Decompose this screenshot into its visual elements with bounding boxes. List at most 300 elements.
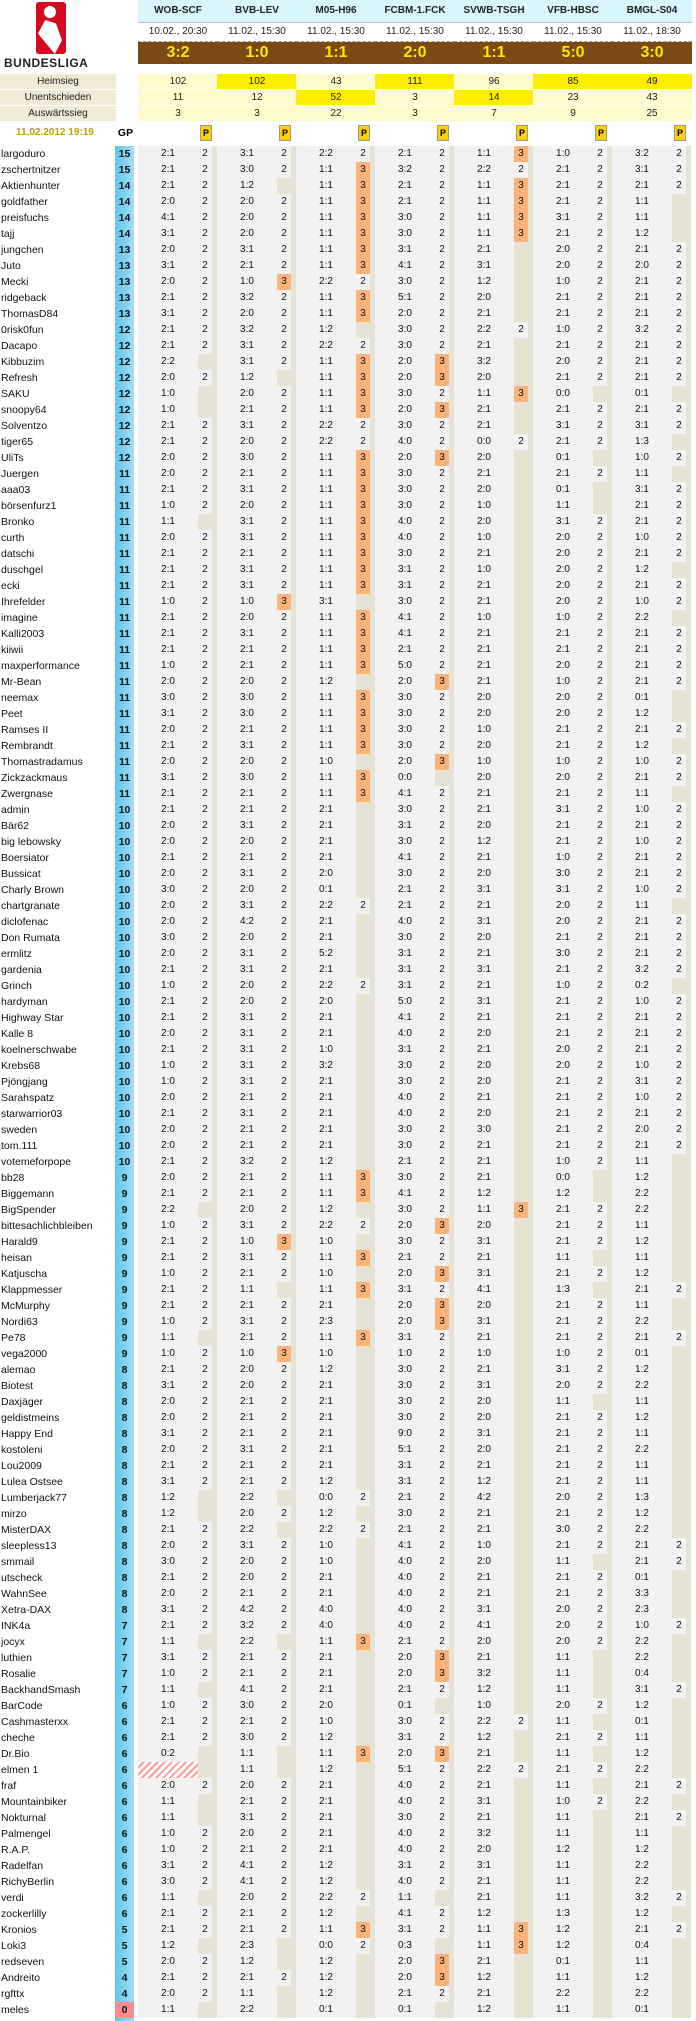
player-name[interactable]: geldistmeins	[1, 1412, 60, 1424]
player-name[interactable]: Aktienhunter	[1, 180, 60, 192]
player-name[interactable]: elmen 1	[1, 1764, 39, 1776]
tip-value: 2:1	[138, 546, 198, 562]
tip-points	[514, 1042, 528, 1058]
player-name[interactable]: maxperformance	[1, 660, 80, 672]
player-name[interactable]: Nordi63	[1, 1316, 38, 1328]
player-name[interactable]: utscheck	[1, 1572, 43, 1584]
tip-points: 2	[356, 1522, 370, 1538]
player-name[interactable]: Zickzackmaus	[1, 772, 68, 784]
tip-points	[198, 1762, 212, 1778]
match-header[interactable]	[454, 0, 534, 64]
player-name[interactable]: rgfttx	[1, 1988, 25, 2000]
player-name[interactable]: Kibbuzim	[1, 356, 45, 368]
tip-points	[514, 1634, 528, 1650]
tip-points: 3	[356, 626, 370, 642]
player-name[interactable]: Boersiator	[1, 852, 49, 864]
tip-value: 2:0	[454, 738, 514, 754]
column-separator	[686, 1058, 691, 1074]
player-name[interactable]: Bussicat	[1, 868, 41, 880]
tip-value: 1:1	[296, 258, 356, 274]
player-name[interactable]: hardyman	[1, 996, 48, 1008]
player-name[interactable]: kostoleni	[1, 1444, 43, 1456]
tip-value: 3:1	[217, 1026, 277, 1042]
match-header[interactable]	[533, 0, 613, 64]
player-name[interactable]: Refresh	[1, 372, 38, 384]
player-name[interactable]: Kalle 8	[1, 1028, 34, 1040]
player-name[interactable]: Mr-Bean	[1, 676, 42, 688]
tip-value: 3:0	[217, 162, 277, 178]
table-row	[0, 754, 696, 770]
tip-value: 2:0	[533, 1058, 593, 1074]
tip-points: 3	[514, 1922, 528, 1938]
tip-points: 2	[435, 850, 449, 866]
player-name[interactable]: verdi	[1, 1892, 24, 1904]
tip-value: 2:1	[533, 1106, 593, 1122]
tip-value: 2:1	[454, 1778, 514, 1794]
player-name[interactable]: Dr.Bio	[1, 1748, 30, 1760]
tip-value: 2:1	[454, 402, 514, 418]
player-name[interactable]: tom.111	[1, 1140, 38, 1152]
player-name[interactable]: ridgeback	[1, 292, 47, 304]
player-name[interactable]: INK4a	[1, 1620, 31, 1632]
table-row	[0, 1042, 696, 1058]
tip-value: 3:1	[217, 818, 277, 834]
player-name[interactable]: Biotest	[1, 1380, 34, 1392]
tip-value: 2:1	[138, 1922, 198, 1938]
player-name[interactable]: Harald9	[1, 1236, 38, 1248]
tip-value: 2:1	[612, 1554, 672, 1570]
player-name[interactable]: koelnerschwabe	[1, 1044, 77, 1056]
player-name[interactable]: preisfuchs	[1, 212, 49, 224]
tip-value: 1:1	[296, 354, 356, 370]
player-name[interactable]: redseven	[1, 1956, 45, 1968]
match-header[interactable]	[217, 0, 297, 64]
tip-points	[672, 1570, 686, 1586]
tip-value: 1:3	[612, 434, 672, 450]
column-separator	[686, 1618, 691, 1634]
player-name[interactable]: ermlitz	[1, 948, 32, 960]
tip-points: 3	[514, 1202, 528, 1218]
player-name[interactable]: gardenia	[1, 964, 42, 976]
player-points: 7	[121, 1652, 128, 1664]
tip-value: 2:1	[612, 1282, 672, 1298]
tip-points: 2	[198, 1426, 212, 1442]
tip-points	[514, 514, 528, 530]
player-name[interactable]: Grinch	[1, 980, 32, 992]
player-name[interactable]: Rosalie	[1, 1668, 37, 1680]
player-name[interactable]: Palmengel	[1, 1828, 51, 1840]
player-name[interactable]: Lou2009	[1, 1460, 42, 1472]
tip-points: 2	[435, 738, 449, 754]
column-separator	[686, 930, 691, 946]
player-points: 8	[121, 1492, 128, 1504]
player-name[interactable]: Mountainbiker	[1, 1796, 67, 1808]
tip-value: 3:0	[375, 1714, 435, 1730]
tip-points: 2	[277, 1410, 291, 1426]
tip-points: 2	[277, 1458, 291, 1474]
tip-value: 1:1	[454, 1202, 514, 1218]
player-name[interactable]: duschgel	[1, 564, 44, 576]
tip-points: 2	[672, 338, 686, 354]
player-name[interactable]: ThomasD84	[1, 308, 59, 320]
player-name[interactable]: snoopy64	[1, 404, 47, 416]
player-name[interactable]: sleepless13	[1, 1540, 57, 1552]
player-name[interactable]: jocyx	[1, 1636, 25, 1648]
player-name[interactable]: meles	[1, 2004, 30, 2016]
player-name[interactable]: cheche	[1, 1732, 35, 1744]
player-points: 6	[121, 1892, 128, 1904]
tip-value: 2:2	[296, 338, 356, 354]
tip-value: 2:0	[217, 386, 277, 402]
player-name[interactable]: Bronko	[1, 516, 35, 528]
tip-value: 1:2	[612, 1842, 672, 1858]
match-name[interactable]: BMGL-S04	[612, 0, 692, 23]
tip-value: 3:0	[375, 594, 435, 610]
player-name[interactable]: mirzo	[1, 1508, 27, 1520]
tip-value: 2:1	[375, 1986, 435, 2002]
player-name[interactable]: Krebs68	[1, 1060, 41, 1072]
tip-value: 2:2	[612, 1874, 672, 1890]
player-name[interactable]: imagine	[1, 612, 38, 624]
column-separator	[686, 530, 691, 546]
player-name[interactable]: neemax	[1, 692, 39, 704]
tip-points: 2	[672, 354, 686, 370]
tip-value: 2:0	[454, 1442, 514, 1458]
tip-value: 2:0	[138, 1442, 198, 1458]
player-name[interactable]: luthien	[1, 1652, 32, 1664]
tip-points	[514, 1090, 528, 1106]
player-name[interactable]: Juto	[1, 260, 21, 272]
player-name[interactable]: Pjöngjang	[1, 1076, 48, 1088]
match-name[interactable]: SVWB-TSGH	[454, 0, 534, 23]
tip-points: 2	[277, 1154, 291, 1170]
match-header[interactable]	[612, 0, 692, 64]
tip-points	[514, 290, 528, 306]
tip-value: 3:1	[217, 626, 277, 642]
player-name[interactable]: Sarahspatz	[1, 1092, 55, 1104]
tip-value: 2:0	[138, 1394, 198, 1410]
tip-value: 2:1	[217, 1170, 277, 1186]
player-name[interactable]: Biggemann	[1, 1188, 55, 1200]
tip-points	[514, 1778, 528, 1794]
player-points: 9	[121, 1332, 128, 1344]
tip-points	[356, 1058, 370, 1074]
tip-value: 1:1	[454, 226, 514, 242]
tip-value: 2:1	[138, 738, 198, 754]
player-name[interactable]: Lulea Ostsee	[1, 1476, 63, 1488]
tip-points	[672, 1394, 686, 1410]
player-name[interactable]: Lumberjack77	[1, 1492, 67, 1504]
player-points: 13	[118, 244, 131, 256]
tip-value: 2:1	[217, 850, 277, 866]
tip-value: 1:0	[533, 754, 593, 770]
player-name[interactable]: Nokturnal	[1, 1812, 46, 1824]
player-name[interactable]: zschertnitzer	[1, 164, 61, 176]
tip-value: 2:0	[217, 930, 277, 946]
tip-value: 2:1	[217, 1714, 277, 1730]
tip-points	[672, 210, 686, 226]
tip-value: 3:1	[138, 1426, 198, 1442]
tip-points: 2	[672, 834, 686, 850]
tip-points: 3	[356, 738, 370, 754]
tip-points	[356, 1234, 370, 1250]
player-name[interactable]: BackhandSmash	[1, 1684, 81, 1696]
tip-value: 3:0	[375, 546, 435, 562]
player-name[interactable]: diclofenac	[1, 916, 49, 928]
tip-points: 3	[277, 594, 291, 610]
player-name[interactable]: bittesachlichbleiben	[1, 1220, 93, 1232]
tip-points: 2	[593, 274, 607, 290]
tip-points: 2	[198, 642, 212, 658]
tip-value: 3:1	[138, 770, 198, 786]
tip-value: 1:1	[296, 1634, 356, 1650]
tip-points	[514, 1234, 528, 1250]
player-name[interactable]: Pe78	[1, 1332, 26, 1344]
tip-value: 3:1	[612, 418, 672, 434]
tip-value: 2:0	[217, 434, 277, 450]
player-name[interactable]: jungchen	[1, 244, 44, 256]
tip-points: 2	[672, 402, 686, 418]
tip-value: 3:1	[217, 1810, 277, 1826]
player-name[interactable]: SAKU	[1, 388, 30, 400]
tip-value: 2:1	[612, 306, 672, 322]
column-separator	[686, 210, 691, 226]
player-name[interactable]: smmail	[1, 1556, 35, 1568]
tip-points	[277, 370, 291, 386]
tip-points: 2	[593, 546, 607, 562]
tip-value: 2:1	[612, 946, 672, 962]
player-name[interactable]: kiiwii	[1, 644, 24, 656]
player-name[interactable]: bb28	[1, 1172, 25, 1184]
tip-value: 1:0	[138, 1074, 198, 1090]
player-name[interactable]: Loki3	[1, 1940, 27, 1952]
player-name[interactable]: BigSpender	[1, 1204, 56, 1216]
player-name[interactable]: Charly Brown	[1, 884, 65, 896]
player-name[interactable]: Highway Star	[1, 1012, 64, 1024]
tip-points: 2	[435, 1682, 449, 1698]
match-result: 1:1	[454, 42, 534, 64]
player-name[interactable]: starwarrior03	[1, 1108, 63, 1120]
player-name[interactable]: Andreito	[1, 1972, 41, 1984]
tip-points: 2	[593, 626, 607, 642]
player-name[interactable]: zockerlilly	[1, 1908, 47, 1920]
match-name[interactable]: VFB-HBSC	[533, 0, 613, 23]
tip-value: 2:1	[533, 1026, 593, 1042]
tip-value: 2:1	[138, 178, 198, 194]
tip-value: 2:0	[454, 1298, 514, 1314]
player-name[interactable]: 0risk0fun	[1, 324, 44, 336]
tip-value: 1:1	[533, 1650, 593, 1666]
player-name[interactable]: heisan	[1, 1252, 32, 1264]
player-name[interactable]: RichyBerlin	[1, 1876, 55, 1888]
tip-value: 2:2	[296, 146, 356, 162]
player-name[interactable]: Zwergnase	[1, 788, 53, 800]
player-name[interactable]: Ihrefelder	[1, 596, 46, 608]
tip-points: 2	[435, 1330, 449, 1346]
tip-points: 2	[277, 434, 291, 450]
tip-value: 2:1	[612, 1026, 672, 1042]
tip-value: 4:0	[375, 530, 435, 546]
player-name[interactable]: MisterDAX	[1, 1524, 52, 1536]
player-name[interactable]: goldfather	[1, 196, 48, 208]
player-name[interactable]: WahnSee	[1, 1588, 47, 1600]
player-name[interactable]: börsenfurz1	[1, 500, 57, 512]
tip-points	[356, 1266, 370, 1282]
match-date: 11.02., 15:30	[533, 23, 613, 42]
player-name[interactable]: Don Rumata	[1, 932, 60, 944]
match-name[interactable]: WOB-SCF	[138, 0, 218, 23]
tip-value: 1:0	[138, 658, 198, 674]
tip-value: 2:1	[533, 818, 593, 834]
player-name[interactable]: alemao	[1, 1364, 36, 1376]
tip-value: 2:1	[375, 642, 435, 658]
player-name[interactable]: Mecki	[1, 276, 29, 288]
tip-points	[593, 1682, 607, 1698]
tip-points: 2	[435, 1090, 449, 1106]
tip-points: 2	[593, 1522, 607, 1538]
tip-points	[198, 1890, 212, 1906]
player-name[interactable]: sweden	[1, 1124, 38, 1136]
tip-value: 3:0	[533, 946, 593, 962]
tip-value: 1:2	[612, 1266, 672, 1282]
player-name[interactable]: ecki	[1, 580, 20, 592]
player-name[interactable]: big lebowsky	[1, 836, 62, 848]
tip-points: 2	[435, 338, 449, 354]
player-name[interactable]: Katjuscha	[1, 1268, 48, 1280]
tip-points: 2	[593, 194, 607, 210]
tip-points: 2	[672, 290, 686, 306]
tip-points: 2	[593, 1426, 607, 1442]
player-name[interactable]: Kronios	[1, 1924, 37, 1936]
player-name[interactable]: tiger65	[1, 436, 34, 448]
player-name[interactable]: Daxjäger	[1, 1396, 44, 1408]
tip-value: 3:0	[375, 1810, 435, 1826]
tip-points: 2	[435, 1586, 449, 1602]
player-name[interactable]: Dacapo	[1, 340, 38, 352]
player-name[interactable]: R.A.P.	[1, 1844, 30, 1856]
player-name[interactable]: Radelfan	[1, 1860, 44, 1872]
player-name[interactable]: Bär62	[1, 820, 30, 832]
player-name[interactable]: Thomastradamus	[1, 756, 83, 768]
tip-value: 2:0	[217, 610, 277, 626]
tip-points	[198, 1938, 212, 1954]
player-name[interactable]: Happy End	[1, 1428, 53, 1440]
player-name[interactable]: Xetra-DAX	[1, 1604, 52, 1616]
player-name[interactable]: fraf	[1, 1780, 17, 1792]
match-header[interactable]	[375, 0, 455, 64]
match-name[interactable]: FCBM-1.FCK	[375, 0, 455, 23]
player-name[interactable]: Rembrandt	[1, 740, 53, 752]
player-name[interactable]: curth	[1, 532, 25, 544]
player-name[interactable]: McMurphy	[1, 1300, 51, 1312]
player-name[interactable]: datschi	[1, 548, 35, 560]
table-row	[0, 1890, 696, 1906]
player-name[interactable]: vega2000	[1, 1348, 48, 1360]
player-name[interactable]: chartgranate	[1, 900, 60, 912]
tip-value: 2:1	[217, 258, 277, 274]
tip-value: 1:0	[612, 1090, 672, 1106]
match-name[interactable]: BVB-LEV	[217, 0, 297, 23]
tip-value: 2:1	[138, 562, 198, 578]
match-header[interactable]	[296, 0, 376, 64]
match-header[interactable]	[138, 0, 218, 64]
tip-value: 2:0	[296, 866, 356, 882]
player-name[interactable]: UliTs	[1, 452, 24, 464]
player-name[interactable]: Kalli2003	[1, 628, 45, 640]
tip-value: 3:0	[375, 1170, 435, 1186]
tip-value: 2:0	[533, 1634, 593, 1650]
tip-points	[514, 1682, 528, 1698]
tip-value: 0:4	[612, 1666, 672, 1682]
tip-points	[593, 1714, 607, 1730]
tip-points: 2	[198, 1314, 212, 1330]
tip-value: 3:1	[217, 338, 277, 354]
tip-points	[514, 1602, 528, 1618]
tip-value: 1:1	[296, 658, 356, 674]
tip-points: 2	[672, 1618, 686, 1634]
tip-points: 2	[672, 802, 686, 818]
tip-points: 2	[672, 994, 686, 1010]
tip-value: 2:1	[533, 162, 593, 178]
tip-value: 2:1	[296, 1106, 356, 1122]
tip-points	[514, 914, 528, 930]
player-name[interactable]: tajj	[1, 228, 15, 240]
player-name[interactable]: Ramses II	[1, 724, 49, 736]
player-name[interactable]: Cashmasterxx	[1, 1716, 69, 1728]
player-name[interactable]: aaa03	[1, 484, 31, 496]
player-name[interactable]: admin	[1, 804, 30, 816]
player-name[interactable]: votemeforpope	[1, 1156, 72, 1168]
tip-points	[198, 1682, 212, 1698]
tip-points: 2	[198, 1522, 212, 1538]
tip-value: 0:2	[138, 1746, 198, 1762]
tip-value: 2:1	[533, 1442, 593, 1458]
tip-points: 2	[672, 1890, 686, 1906]
tip-value: 1:1	[138, 1682, 198, 1698]
player-name[interactable]: BarCode	[1, 1700, 43, 1712]
player-points: 11	[118, 484, 131, 496]
player-name[interactable]: Juergen	[1, 468, 39, 480]
tip-points: 2	[435, 1394, 449, 1410]
tip-points: 2	[593, 658, 607, 674]
tip-value: 1:1	[138, 1890, 198, 1906]
tip-value: 2:0	[375, 354, 435, 370]
player-name[interactable]: Solventzo	[1, 420, 48, 432]
tip-points: 2	[593, 1634, 607, 1650]
player-points: 10	[118, 948, 131, 960]
tip-value: 2:1	[296, 818, 356, 834]
tip-points: 2	[277, 562, 291, 578]
tip-value: 3:0	[375, 322, 435, 338]
tip-points: 3	[356, 610, 370, 626]
tip-points: 2	[198, 178, 212, 194]
tip-points: 2	[198, 706, 212, 722]
tip-value: 3:1	[533, 418, 593, 434]
player-name[interactable]: Peet	[1, 708, 23, 720]
tip-points: 2	[593, 1026, 607, 1042]
tip-value: 0:0	[533, 386, 593, 402]
match-date: 10.02., 20:30	[138, 23, 218, 42]
tip-value: 3:2	[612, 1890, 672, 1906]
player-name[interactable]: Klappmesser	[1, 1284, 63, 1296]
player-name[interactable]: largoduro	[1, 148, 46, 160]
column-separator	[686, 994, 691, 1010]
player-points: 10	[118, 1076, 131, 1088]
match-name[interactable]: M05-H96	[296, 0, 376, 23]
tip-value: 1:0	[533, 1794, 593, 1810]
column-separator	[686, 482, 691, 498]
tip-value: 2:1	[454, 1570, 514, 1586]
